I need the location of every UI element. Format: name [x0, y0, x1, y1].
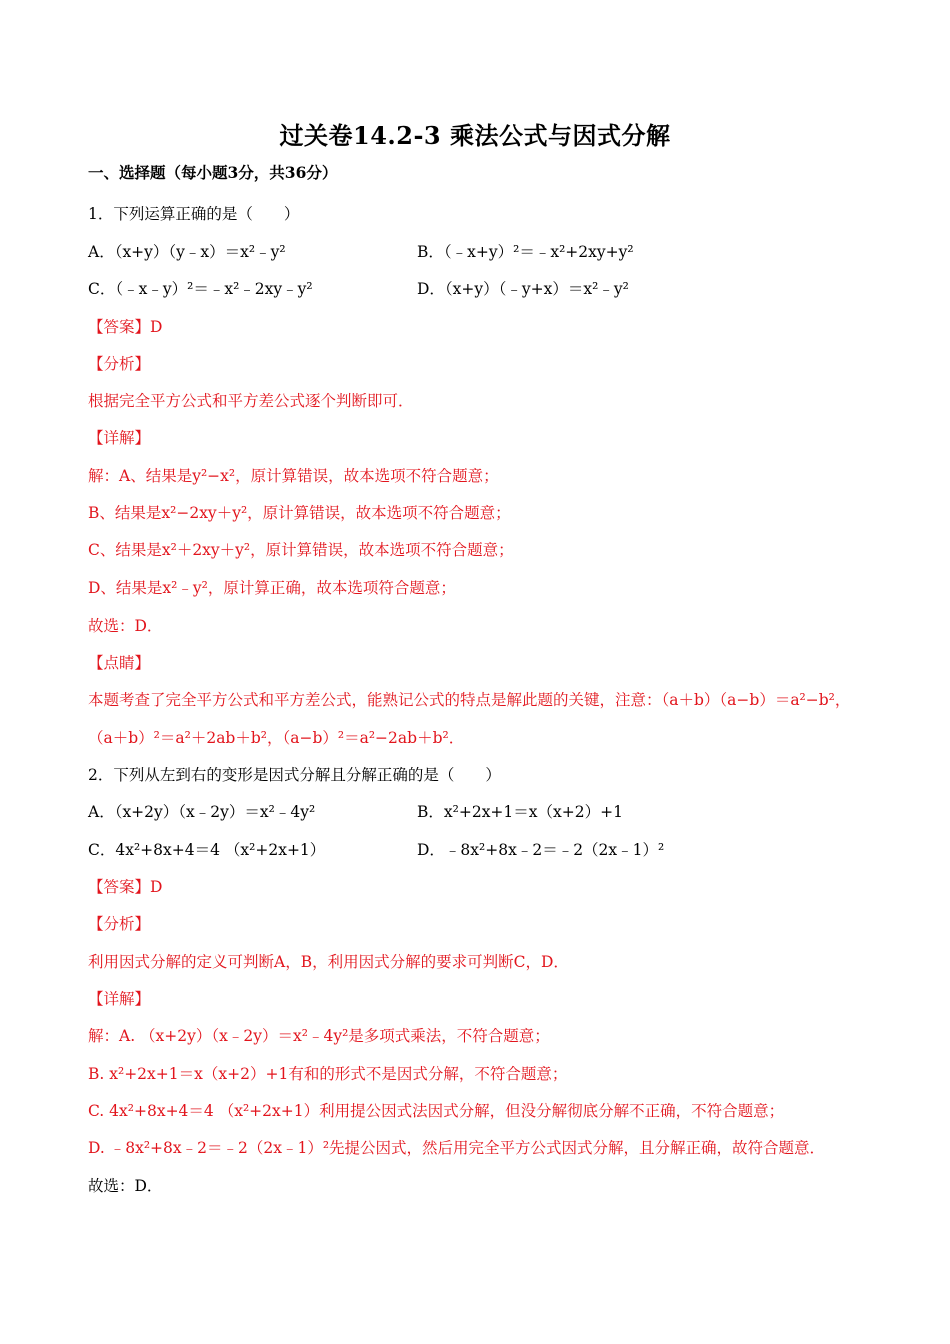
q2-choose: 故选：D．	[88, 1177, 163, 1195]
q1-option-a: A．（x+y）（y﹣x）＝x²﹣y²	[88, 243, 286, 261]
q1-comment-tag: 【点睛】	[88, 654, 151, 672]
q1-detail-tag: 【详解】	[88, 429, 151, 447]
q1-comment-line2: （a＋b）²＝a²＋2ab＋b²，（a−b）²＝a²−2ab＋b²．	[88, 729, 465, 747]
q2-analysis: 利用因式分解的定义可判断A，B，利用因式分解的要求可判断C，D．	[88, 953, 569, 971]
q1-comment-line1: 本题考查了完全平方公式和平方差公式，能熟记公式的特点是解此题的关键，注意：（a＋b）（a−b）＝a²−b²，	[88, 691, 851, 709]
q2-detail-a: 解：A. （x+2y）（x﹣2y）＝x²﹣4y²是多项式乘法，不符合题意；	[88, 1027, 550, 1045]
q2-answer: 【答案】D	[88, 878, 163, 896]
q1-analysis-tag: 【分析】	[88, 355, 151, 373]
q2-detail-tag: 【详解】	[88, 990, 151, 1008]
q2-detail-d: D. ﹣8x²+8x﹣2＝﹣2（2x﹣1）²先提公因式，然后用完全平方公式因式分解，且分解正确，故符合题意．	[88, 1139, 826, 1157]
q1-detail-b: B、结果是x²−2xy＋y²，原计算错误，故本选项不符合题意；	[88, 504, 511, 522]
q2-option-a: A．（x+2y）（x﹣2y）＝x²﹣4y²	[88, 803, 316, 821]
q2-option-d: D．﹣8x²+8x﹣2＝﹣2（2x﹣1）²	[417, 841, 665, 859]
q2-option-c: C．4x²+8x+4＝4 （x²+2x+1）	[88, 841, 326, 859]
q2-option-b: B．x²+2x+1＝x（x+2）+1	[417, 803, 623, 821]
q1-detail-d: D、结果是x²﹣y²，原计算正确，故本选项符合题意；	[88, 579, 456, 597]
q1-option-c: C．（﹣x﹣y）²＝﹣x²﹣2xy﹣y²	[88, 280, 313, 298]
q2-analysis-tag: 【分析】	[88, 915, 151, 933]
q2-detail-c: C. 4x²+8x+4＝4 （x²+2x+1）利用提公因式法因式分解，但没分解彻底分解不正确，不符合题意；	[88, 1102, 785, 1120]
q1-answer: 【答案】D	[88, 318, 163, 336]
q1-detail-c: C、结果是x²＋2xy＋y²，原计算错误，故本选项不符合题意；	[88, 541, 514, 559]
q2-stem: 2．下列从左到右的变形是因式分解且分解正确的是（ ）	[88, 766, 501, 784]
q1-choose: 故选：D．	[88, 617, 163, 635]
q1-analysis: 根据完全平方公式和平方差公式逐个判断即可．	[88, 392, 414, 410]
q1-option-d: D．（x+y）（﹣y+x）＝x²﹣y²	[417, 280, 629, 298]
page-title: 过关卷14.2-3 乘法公式与因式分解	[279, 121, 671, 150]
q1-detail-a: 解：A、结果是y²−x²，原计算错误，故本选项不符合题意；	[88, 467, 499, 485]
q1-option-b: B．（﹣x+y）²＝﹣x²+2xy+y²	[417, 243, 634, 261]
q2-detail-b: B. x²+2x+1＝x（x+2）+1有和的形式不是因式分解，不符合题意；	[88, 1065, 568, 1083]
section-heading: 一、选择题（每小题3分，共36分）	[88, 163, 338, 182]
q1-stem: 1．下列运算正确的是（ ）	[88, 205, 300, 223]
